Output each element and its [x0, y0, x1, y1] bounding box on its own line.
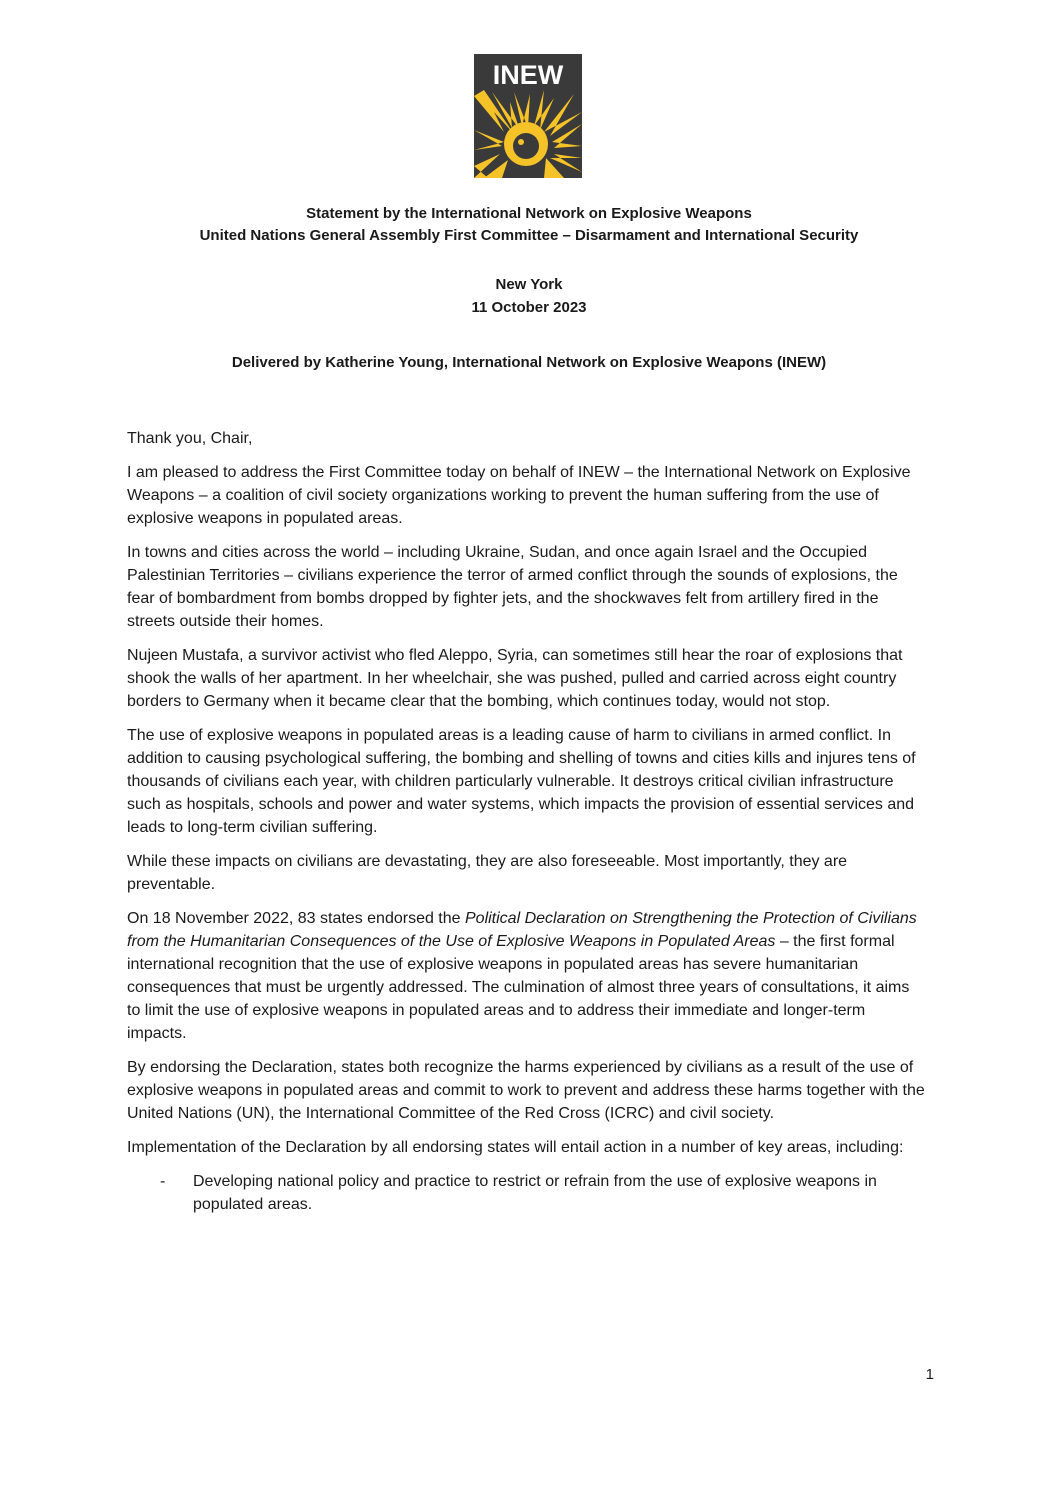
location: New York: [495, 276, 563, 293]
paragraph-8: Implementation of the Declaration by all endorsing states will entail action in a number of key areas, including:: [127, 1139, 904, 1156]
declaration-title: Political Declaration on Strengthening the Protection of Civilians from the Humanitarian Consequences of the Use of Explosive Weapons in Populated Areas: [127, 910, 917, 950]
paragraph-3: Nujeen Mustafa, a survivor activist who fled Aleppo, Syria, can sometimes still hear the roar of explosions that shook the walls of her apartment. In her wheelchair, she was pushed, pulled and carried across eight country borders to Germany when it became clear that the bombing, which continues today, would not stop.: [127, 647, 903, 710]
delivered-by: Delivered by Katherine Young, International Network on Explosive Weapons (INEW): [231, 354, 827, 371]
paragraph-1: I am pleased to address the First Committee today on behalf of INEW – the International Network on Explosive Weapons – a coalition of civil society organizations working to prevent the human suffering from the use of explosive weapons in populated areas.: [127, 464, 911, 527]
paragraph-6-end: – the first formal international recognition that the use of explosive weapons in populated areas has severe humanitarian consequences that must be urgently addressed. The culmination of almost three years of consultations, it aims to limit the use of explosive weapons in populated areas and to address their immediate and longer-term impacts.: [127, 933, 910, 1042]
date: 11 October 2023: [471, 299, 587, 316]
inew-logo-text: INEW: [492, 60, 564, 90]
inew-logo-graphic: [474, 54, 582, 178]
statement-body: [127, 427, 927, 1216]
bullet-text: Developing national policy and practice to restrict or refrain from the use of explosive weapons in populated areas.: [193, 1173, 877, 1213]
list-item: [127, 1170, 927, 1216]
paragraph-2: In towns and cities across the world – including Ukraine, Sudan, and once again Israel and the Occupied Palestinian Territories – civilians experience the terror of armed conflict through the sounds of explosions, the fear of bombardment from bombs dropped by fighter jets, and the shockwaves felt from artillery fired in the streets outside their homes.: [127, 544, 898, 630]
paragraph-6-start: On 18 November 2022, 83 states endorsed the: [127, 910, 465, 927]
inew-logo: [474, 54, 582, 178]
committee-title: United Nations General Assembly First Committee – Disarmament and International Security: [199, 227, 859, 244]
paragraph-6: [127, 907, 927, 1045]
greeting: Thank you, Chair,: [127, 430, 253, 447]
page-number: 1: [925, 1366, 934, 1383]
bullet-marker: -: [160, 1173, 166, 1190]
statement-title: Statement by the International Network on Explosive Weapons: [306, 205, 752, 222]
paragraph-5: While these impacts on civilians are devastating, they are also foreseeable. Most importantly, they are preventable.: [127, 853, 848, 893]
paragraph-4: The use of explosive weapons in populated areas is a leading cause of harm to civilians in armed conflict. In addition to causing psychological suffering, the bombing and shelling of towns and cities kills and injures tens of thousands of civilians each year, with children particularly vulnerable. It destroys critical civilian infrastructure such as hospitals, schools and power and water systems, which impacts the provision of essential services and leads to long-term civilian suffering.: [127, 727, 916, 836]
paragraph-7: By endorsing the Declaration, states both recognize the harms experienced by civilians as a result of the use of explosive weapons in populated areas and commit to work to prevent and address these harms together with the United Nations (UN), the International Committee of the Red Cross (ICRC) and civil society.: [127, 1059, 925, 1122]
